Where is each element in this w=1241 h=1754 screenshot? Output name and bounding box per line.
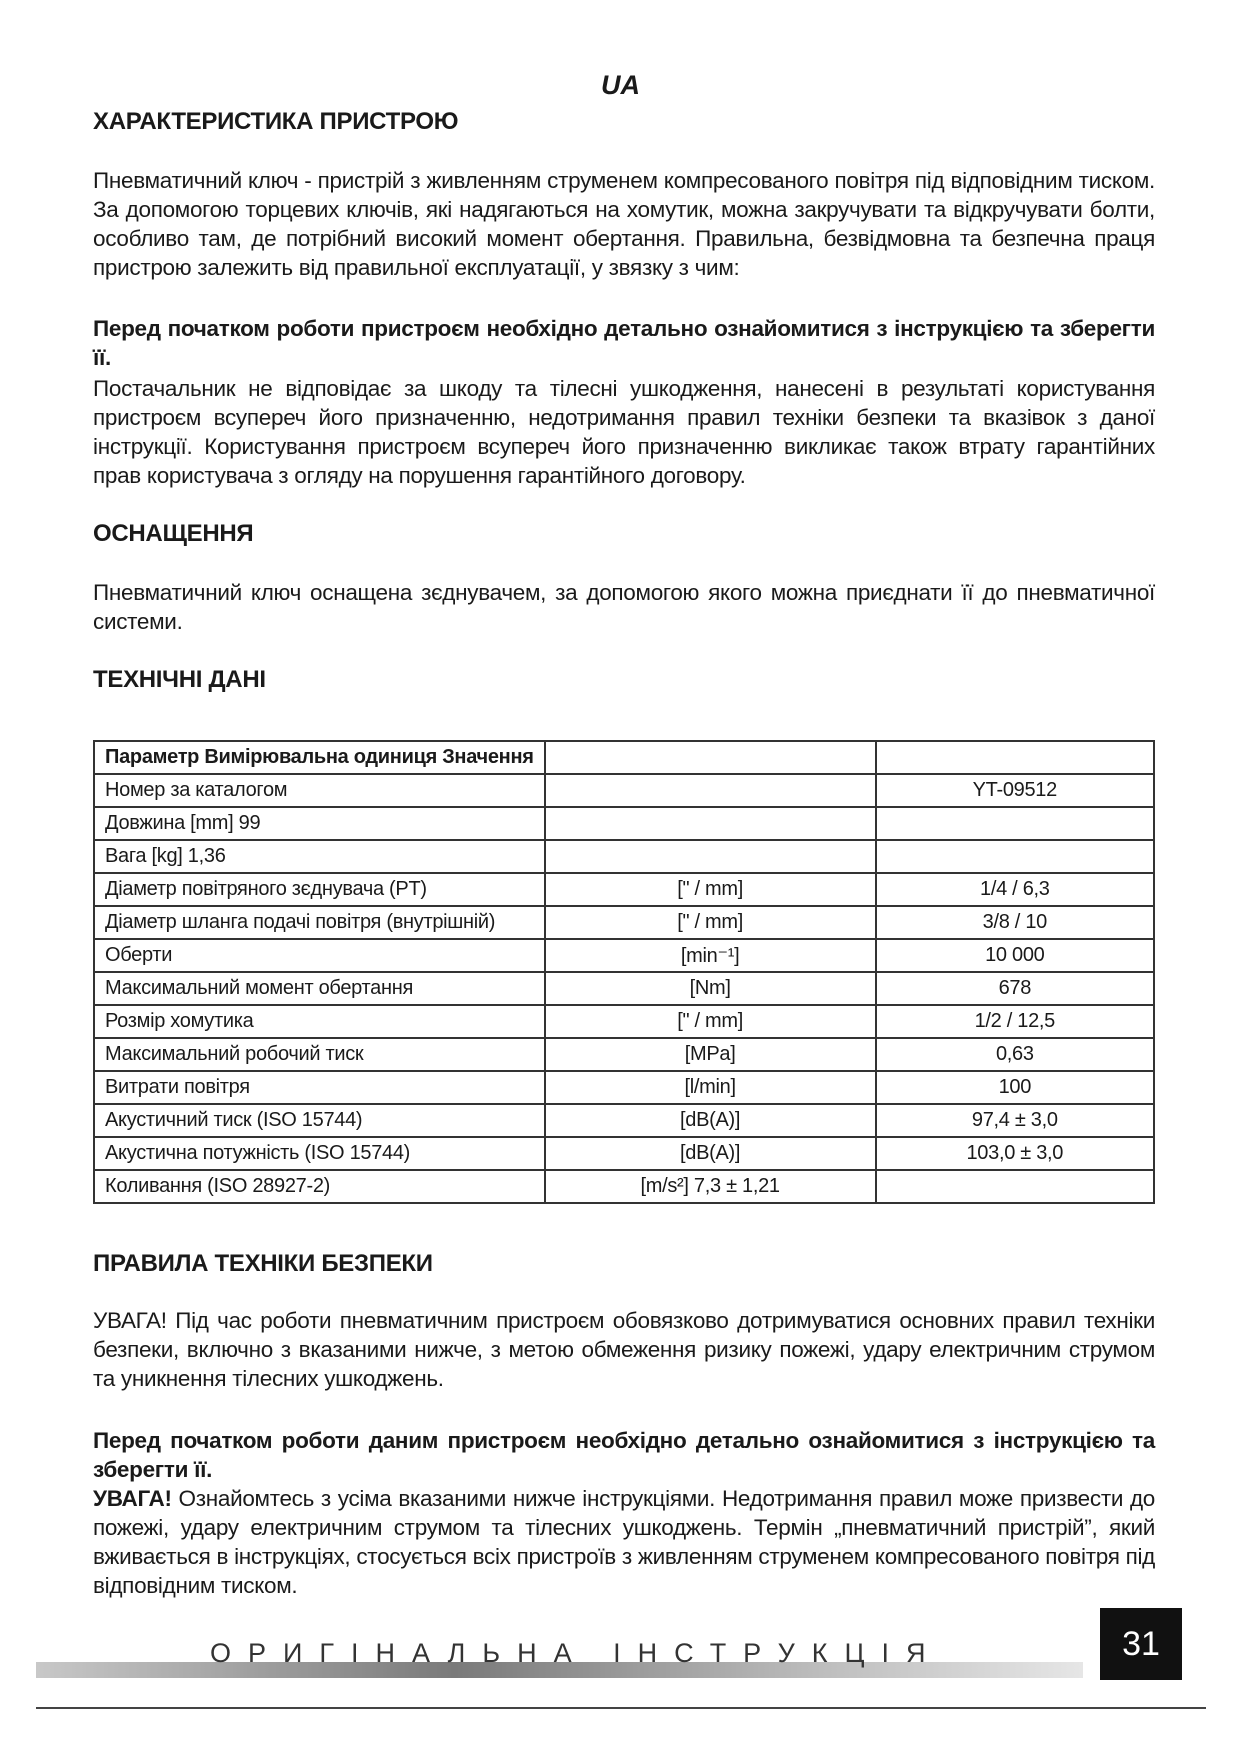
warning-text: Ознайомтесь з усіма вказаними нижче інструкціями. Недотримання правил може призвести до пожежі, удару електричним струмом та тілесних ушкоджень. Термін „пневматичний пристрій”, який вживається в інструкціях, стосується всіх пристроїв з живленням струменем компресованого повітря під відповідним тиском.	[93, 1486, 1155, 1598]
safety-paragraph: УВАГА! Під час роботи пневматичним пристроєм обовязково дотримуватися основних правил техніки безпеки, включно з вказаними нижче, з метою обмеження ризику пожежі, удару електричним струмом та уникнення тілесних ушкоджень.	[93, 1308, 1155, 1391]
table-row: Вага [kg] 1,36	[94, 840, 1154, 873]
table-row: Довжина [mm] 99	[94, 807, 1154, 840]
table-row: Максимальний момент обертання [Nm] 678	[94, 972, 1154, 1005]
characteristics-paragraph: Пневматичний ключ - пристрій з живленням струменем компресованого повітря під відповідним тиском. За допомогою торцевих ключів, які надягаються на хомутик, можна закручувати та відкручувати болти, особливо там, де потрібний високий момент обертання. Правильна, безвідмовна та безпечна праця пристрою залежить від правильної експлуатації, у звязку з чим:	[93, 168, 1155, 280]
footer-title: ОРИГІНАЛЬНА ІНСТРУКЦІЯ	[210, 1638, 943, 1668]
read-manual-note: Перед початком роботи пристроєм необхідно детально ознайомитися з інструкцією та зберегти її.	[93, 316, 1155, 370]
table-row: Діаметр повітряного зєднувача (PT) [" / mm] 1/4 / 6,3	[94, 873, 1154, 906]
warning-label: УВАГА!	[93, 1486, 172, 1511]
table-row: Акустичний тиск (ISO 15744) [dB(A)] 97,4 ± 3,0	[94, 1104, 1154, 1137]
table-row: Витрати повітря [l/min] 100	[94, 1071, 1154, 1104]
table-row: Акустична потужність (ISO 15744) [dB(A)] 103,0 ± 3,0	[94, 1137, 1154, 1170]
table-row: Розмір хомутика [" / mm] 1/2 / 12,5	[94, 1005, 1154, 1038]
equipment-paragraph: Пневматичний ключ оснащена зєднувачем, за допомогою якого можна приєднати її до пневматичної системи.	[93, 580, 1155, 634]
section-title-technical-data: ТЕХНІЧНІ ДАНІ	[93, 666, 266, 693]
safety-read-manual-note: Перед початком роботи даним пристроєм необхідно детально ознайомитися з інструкцією та зберегти її.	[93, 1428, 1155, 1482]
table-header: Параметр Вимірювальна одиниця Значення	[94, 741, 545, 774]
table-row: Діаметр шланга подачі повітря (внутрішній) [" / mm] 3/8 / 10	[94, 906, 1154, 939]
table-row: Коливання (ISO 28927-2) [m/s²] 7,3 ± 1,21	[94, 1170, 1154, 1203]
table-row: Максимальний робочий тиск [MPa] 0,63	[94, 1038, 1154, 1071]
table-header-row	[94, 741, 1154, 774]
warning-paragraph	[93, 1484, 1155, 1600]
page-number: 31	[1100, 1608, 1182, 1680]
table-row: Номер за каталогом YT-09512	[94, 774, 1154, 807]
section-title-safety: ПРАВИЛА ТЕХНІКИ БЕЗПЕКИ	[93, 1250, 433, 1277]
technical-data-table	[93, 740, 1155, 1204]
section-title-characteristics: ХАРАКТЕРИСТИКА ПРИСТРОЮ	[93, 108, 459, 135]
language-code: UA	[601, 70, 640, 100]
section-title-equipment: ОСНАЩЕННЯ	[93, 520, 254, 547]
bottom-divider	[36, 1707, 1206, 1709]
liability-paragraph: Постачальник не відповідає за шкоду та тілесні ушкодження, нанесені в результаті користування пристроєм всупереч його призначенню, недотримання правил техніки безпеки та вказівок з даної інструкції. Користування пристроєм всупереч його призначенню викликає також втрату гарантійних прав користувача з огляду на порушення гарантійного договору.	[93, 376, 1155, 488]
table-row: Оберти [min⁻¹] 10 000	[94, 939, 1154, 972]
